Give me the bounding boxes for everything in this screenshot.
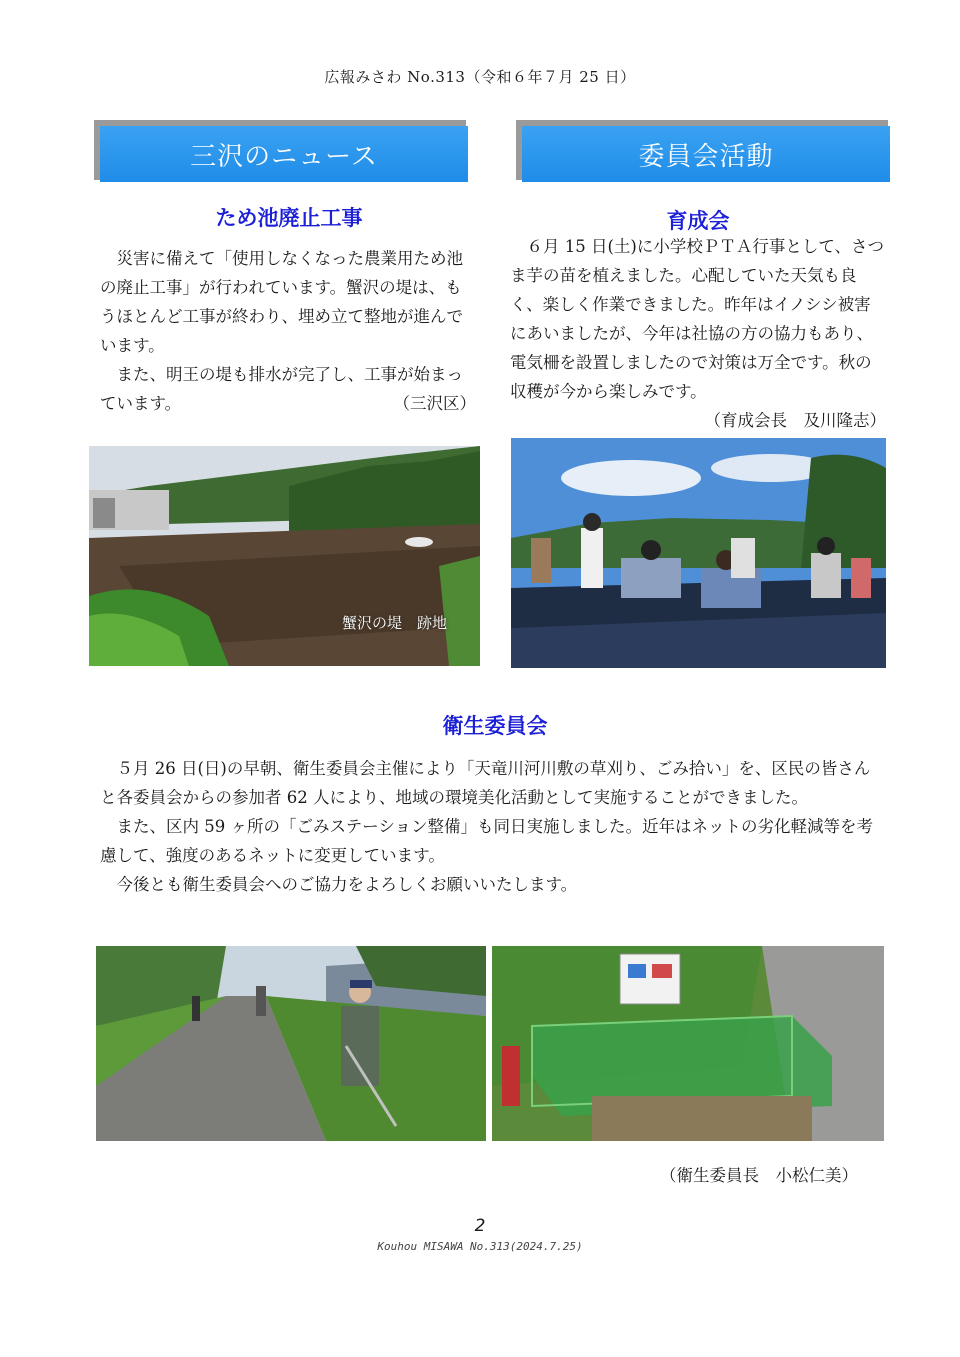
pond-photo-caption: 蟹沢の堤 跡地 [342,614,448,632]
banner-label: 委員会活動 [522,126,890,182]
newsletter-header: 広報みさわ No.313（令和６年７月 25 日） [324,68,636,86]
sanitation-paragraph-2: また、区内 59 ヶ所の「ごみステーション整備」も同日実施しました。近年はネットの劣化軽減等を考慮して、強度のあるネットに変更しています。 [100,817,873,865]
planting-photo [511,438,886,668]
garbage-station-photo [492,946,884,1141]
sanitation-article-title: 衛生委員会 [442,714,548,738]
ikuseikai-article-body [510,232,886,435]
banner-label: 三沢のニュース [100,126,468,182]
pond-paragraph-1: 災害に備えて「使用しなくなった農業用ため池の廃止工事」が行われています。蟹沢の堤は、もうほとんど工事が終わり、埋め立て整地が進んでいます。 [100,249,463,355]
ikuseikai-author-line [510,406,886,435]
sanitation-article-body [100,754,882,899]
sanitation-paragraph-1: ５月 26 日(日)の早朝、衛生委員会主催により「天竜川河川敷の草刈り、ごみ拾い」を、区民の皆さんと各委員会からの参加者 62 人により、地域の環境美化活動として実施することができました。 [100,759,871,807]
pond-site-photo [89,446,480,666]
misawa-news-banner [94,120,466,180]
pond-author: （三沢区） [393,394,476,413]
ikuseikai-article-title: 育成会 [666,209,730,233]
ikuseikai-author: （育成会長 及川隆志） [704,411,886,430]
sanitation-signature: （衛生委員長 小松仁美） [660,1166,858,1185]
ikuseikai-paragraph-1: ６月 15 日(土)に小学校ＰＴＡ行事として、さつま芋の苗を植えました。心配していた天気も良く、楽しく作業できました。昨年はイノシシ被害にあいましたが、今年は社協の方の協力もあり、電気柵を設置しましたので対策は万全です。秋の収穫が今から楽しみです。 [510,237,885,401]
grass-cutting-photo [96,946,486,1141]
pond-paragraph-2-text: また、明王の堤も排水が完了し、工事が始まっています。 [100,365,463,413]
pond-article-body [100,244,476,418]
pond-paragraph-2 [100,360,476,418]
footer-publication: Kouhou MISAWA No.313(2024.7.25) [377,1240,583,1253]
page-number: 2 [474,1216,486,1236]
sanitation-paragraph-3: 今後とも衛生委員会へのご協力をよろしくお願いいたします。 [116,875,578,894]
committee-activity-banner [516,120,888,180]
pond-article-title: ため池廃止工事 [215,206,363,230]
